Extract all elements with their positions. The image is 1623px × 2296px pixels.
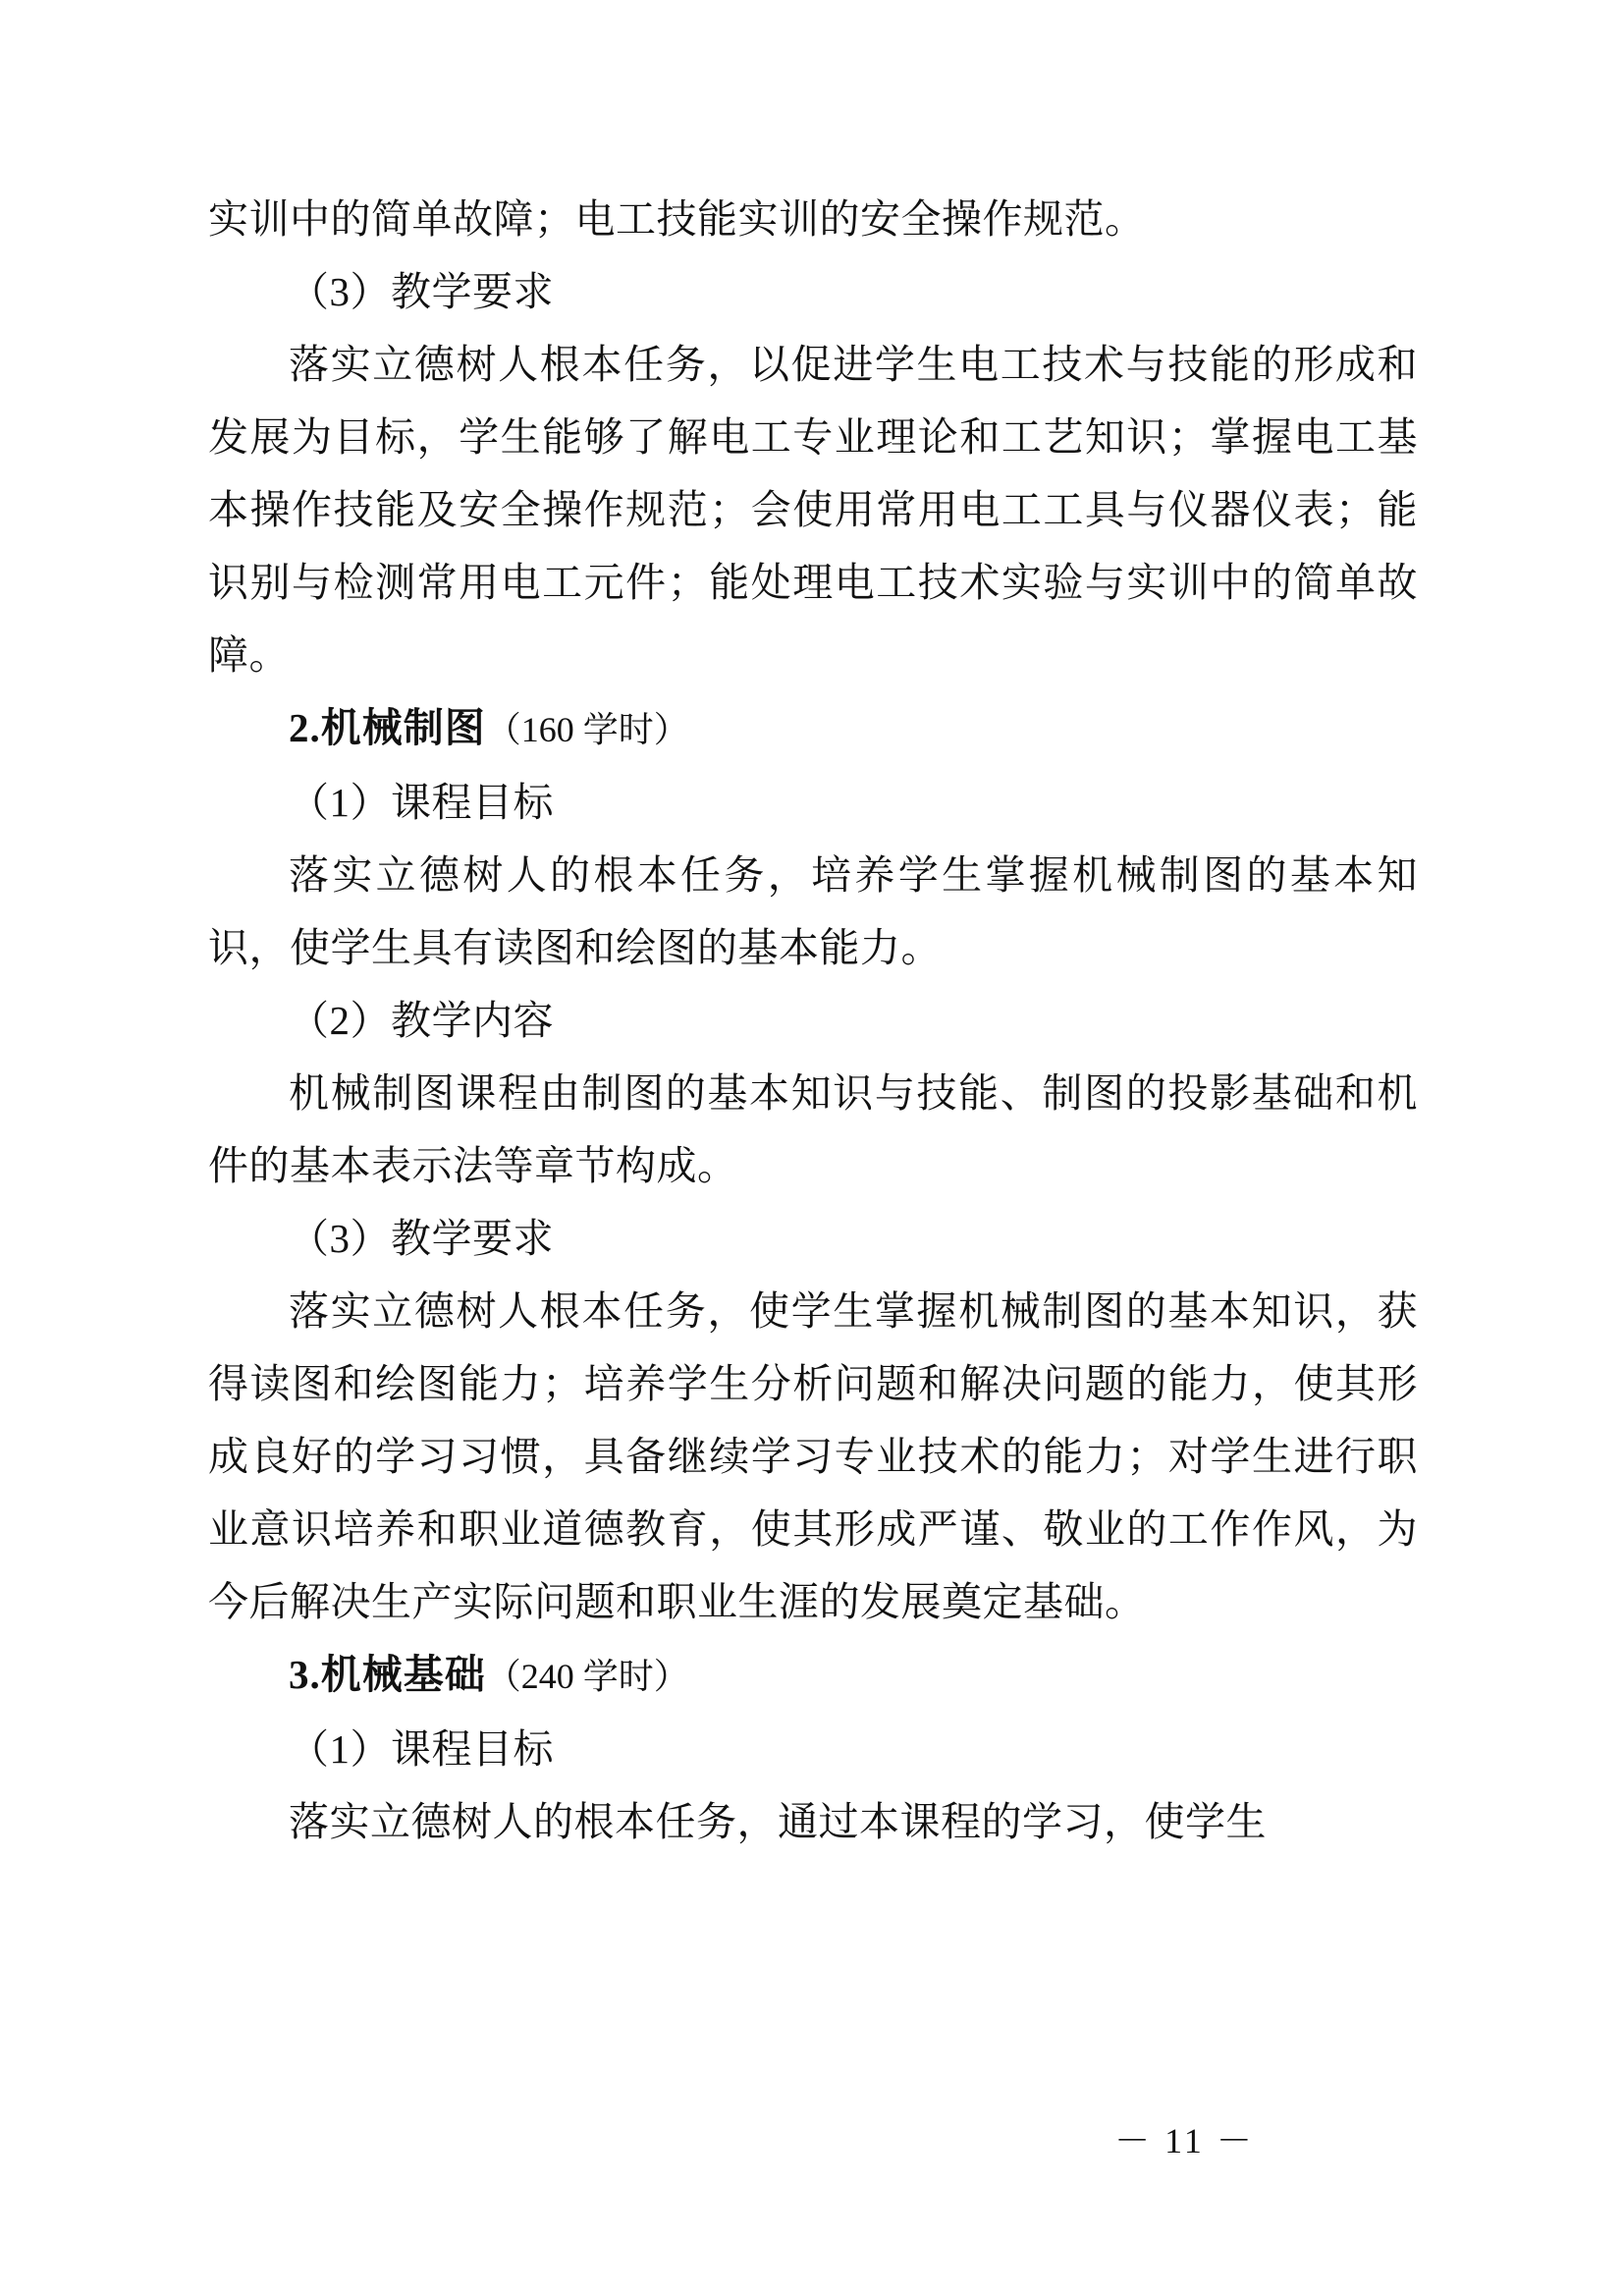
paragraph: 落实立德树人根本任务，使学生掌握机械制图的基本知识，获得读图和绘图能力；培养学生分析问题和解决问题的能力，使其形成良好的学习习惯，具备继续学习专业技术的能力；对学生进行职业意识培养和职业道德教育，使其形成严谨、敬业的工作作风，为今后解决生产实际问题和职业生涯的发展奠定基础。 xyxy=(208,1288,1418,1624)
section-heading-hours: （240 学时） xyxy=(485,1657,689,1696)
paragraph: （1）课程目标 xyxy=(289,780,554,825)
paragraph: 机械制图课程由制图的基本知识与技能、制图的投影基础和机件的基本表示法等章节构成。 xyxy=(208,1070,1418,1188)
section-heading-title: 3.机械基础 xyxy=(289,1652,486,1697)
page-number: － 11 － xyxy=(1114,2121,1255,2160)
page-footer xyxy=(0,2113,1623,2163)
section-heading xyxy=(208,691,1418,766)
paragraph: 落实立德树人的根本任务，通过本课程的学习，使学生 xyxy=(289,1799,1267,1844)
paragraph: 落实立德树人根本任务，以促进学生电工技术与技能的形成和发展为目标，学生能够了解电工专业理论和工艺知识；掌握电工基本操作技能及安全操作规范；会使用常用电工工具与仪器仪表；能识别与检测常用电工元件；能处理电工技术实验与实训中的简单故障。 xyxy=(208,342,1418,678)
paragraph: （1）课程目标 xyxy=(289,1726,554,1772)
section-heading-hours: （160 学时） xyxy=(485,710,689,749)
section-heading-title: 2.机械制图 xyxy=(289,705,486,750)
paragraph: 落实立德树人的根本任务，培养学生掌握机械制图的基本知识，使学生具有读图和绘图的基本能力。 xyxy=(208,852,1418,970)
paragraph: 实训中的简单故障；电工技能实训的安全操作规范。 xyxy=(208,196,1146,242)
paragraph: （2）教学内容 xyxy=(289,998,554,1043)
section-heading xyxy=(208,1638,1418,1713)
paragraph: （3）教学要求 xyxy=(289,1216,554,1261)
page-body xyxy=(208,183,1418,1858)
paragraph: （3）教学要求 xyxy=(289,269,554,314)
